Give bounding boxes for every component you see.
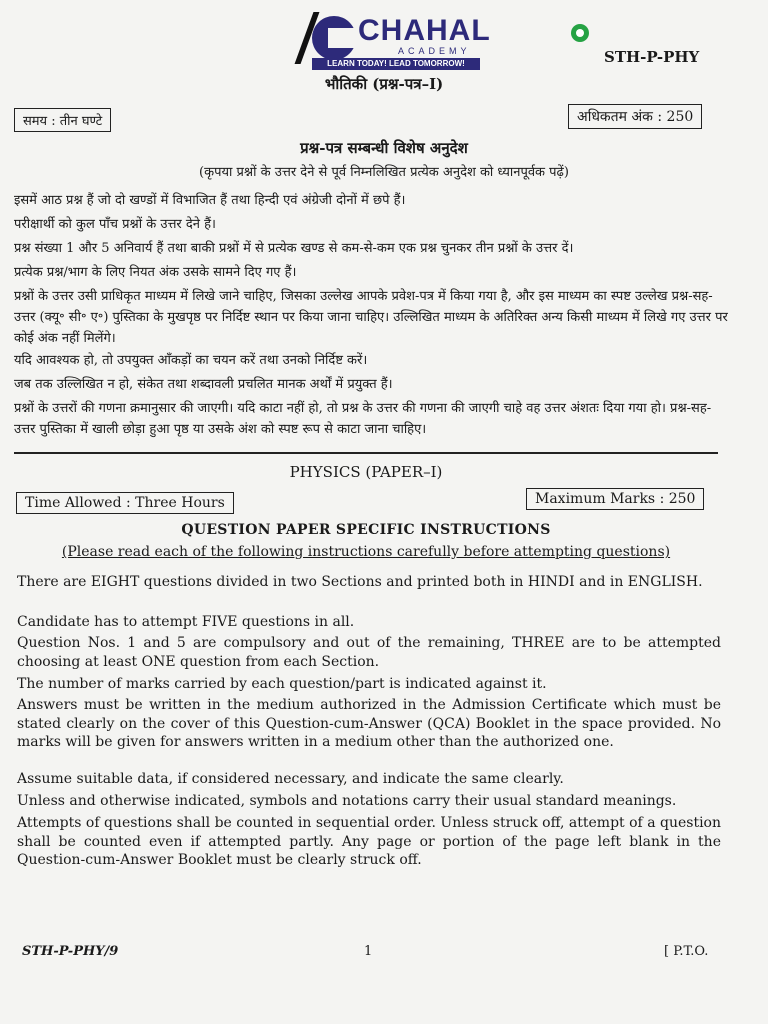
hindi-instruction-2: परीक्षार्थी को कुल पाँच प्रश्नों के उत्तर देने हैं।: [14, 217, 216, 232]
english-instruction-3: Question Nos. 1 and 5 are compulsory and out of the remaining, THREE are to be attempted choosing at least ONE question from each Section.: [17, 635, 721, 670]
english-paper-title: PHYSICS (PAPER–I): [289, 463, 443, 481]
please-turn-over: [ P.T.O.: [664, 944, 709, 959]
hindi-instruction-8: प्रश्नों के उत्तरों की गणना क्रमानुसार की जाएगी। यदि काटा नहीं हो, तो प्रश्न के उत्तर की गणना की जाएगी चाहे वह उत्तर अंशतः दिया गया हो। प्रश्न-सह-उत्तर पुस्तिका में खाली छोड़ा हुआ पृष्ठ या उसके अंश को स्पष्ट रूप से काटा जाना चाहिए।: [14, 401, 712, 437]
hindi-instruction-7: जब तक उल्लिखित न हो, संकेत तथा शब्दावली प्रचलित मानक अर्थों में प्रयुक्त हैं।: [14, 377, 393, 392]
english-maximum-marks: Maximum Marks : 250: [526, 488, 704, 510]
whatsapp-icon: [571, 24, 589, 42]
english-instruction-7: Unless and otherwise indicated, symbols and notations carry their usual standard meanings.: [17, 793, 677, 809]
logo-tagline: LEARN TODAY! LEAD TOMORROW!: [312, 58, 480, 70]
english-instruction-4: The number of marks carried by each question/part is indicated against it.: [17, 676, 547, 692]
hindi-instruction-3: प्रश्न संख्या 1 और 5 अनिवार्य हैं तथा बाकी प्रश्नों में से प्रत्येक खण्ड से कम-से-कम एक प्रश्न चुनकर तीन प्रश्नों के उत्तर दें।: [14, 241, 574, 256]
english-instruction-5: Answers must be written in the medium authorized in the Admission Certificate which must be stated clearly on the cover of this Question-cum-Answer (QCA) Booklet in the space provided. No marks will be given for answers written in a medium other than the authorized one.: [17, 697, 721, 750]
english-instructions-heading: QUESTION PAPER SPECIFIC INSTRUCTIONS: [181, 522, 551, 538]
hindi-instruction-1: इसमें आठ प्रश्न हैं जो दो खण्डों में विभाजित हैं तथा हिन्दी एवं अंग्रेजी दोनों में छपे हैं।: [14, 193, 406, 208]
english-subheading-text: (Please read each of the following instructions carefully before attempting questions): [61, 544, 671, 560]
english-instructions-subheading: [0, 544, 732, 560]
logo-c-mark: [312, 16, 356, 60]
logo-subtitle: ACADEMY: [398, 46, 471, 56]
page-number: 1: [364, 944, 373, 959]
hindi-instructions-subheading: (कृपया प्रश्नों के उत्तर देने से पूर्व निम्नलिखित प्रत्येक अनुदेश को ध्यानपूर्वक पढ़ें): [199, 165, 569, 180]
english-instruction-2: Candidate has to attempt FIVE questions in all.: [17, 614, 355, 630]
hindi-time-allowed: समय : तीन घण्टे: [14, 108, 111, 132]
hindi-instructions-heading: प्रश्न-पत्र सम्बन्धी विशेष अनुदेश: [300, 139, 468, 157]
hindi-maximum-marks: अधिकतम अंक : 250: [568, 104, 702, 129]
section-divider: [14, 452, 718, 454]
hindi-instruction-6: यदि आवश्यक हो, तो उपयुक्त आँकड़ों का चयन करें तथा उनको निर्दिष्ट करें।: [14, 353, 368, 368]
hindi-paper-title: भौतिकी (प्रश्न-पत्र–I): [324, 75, 444, 93]
logo-name: CHAHAL: [358, 14, 491, 47]
english-instruction-8: Attempts of questions shall be counted in sequential order. Unless struck off, attempt of a question shall be counted even if attempted partly. Any page or portion of the page left blank in the Question-cum-Answer Booklet must be clearly struck off.: [17, 815, 721, 868]
english-instruction-6: Assume suitable data, if considered necessary, and indicate the same clearly.: [17, 771, 564, 787]
english-time-allowed: Time Allowed : Three Hours: [16, 492, 234, 514]
footer-paper-code: STH-P-PHY/9: [22, 944, 119, 959]
chahal-academy-logo: [300, 10, 491, 70]
english-instruction-1: There are EIGHT questions divided in two Sections and printed both in HINDI and in ENGLISH.: [17, 574, 703, 590]
hindi-instruction-5: प्रश्नों के उत्तर उसी प्राधिकृत माध्यम में लिखे जाने चाहिए, जिसका उल्लेख आपके प्रवेश-पत्र में किया गया है, और इस माध्यम का स्पष्ट उल्लेख प्रश्न-सह-उत्तर (क्यू॰ सी॰ ए॰) पुस्तिका के मुखपृष्ठ पर निर्दिष्ट स्थान पर किया जाना चाहिए। उल्लिखित माध्यम के अतिरिक्त अन्य किसी माध्यम में लिखे गए उत्तर पर कोई अंक नहीं मिलेंगे।: [14, 289, 728, 346]
hindi-instruction-4: प्रत्येक प्रश्न/भाग के लिए नियत अंक उसके सामने दिए गए हैं।: [14, 265, 297, 280]
paper-code: STH-P-PHY: [604, 48, 700, 66]
